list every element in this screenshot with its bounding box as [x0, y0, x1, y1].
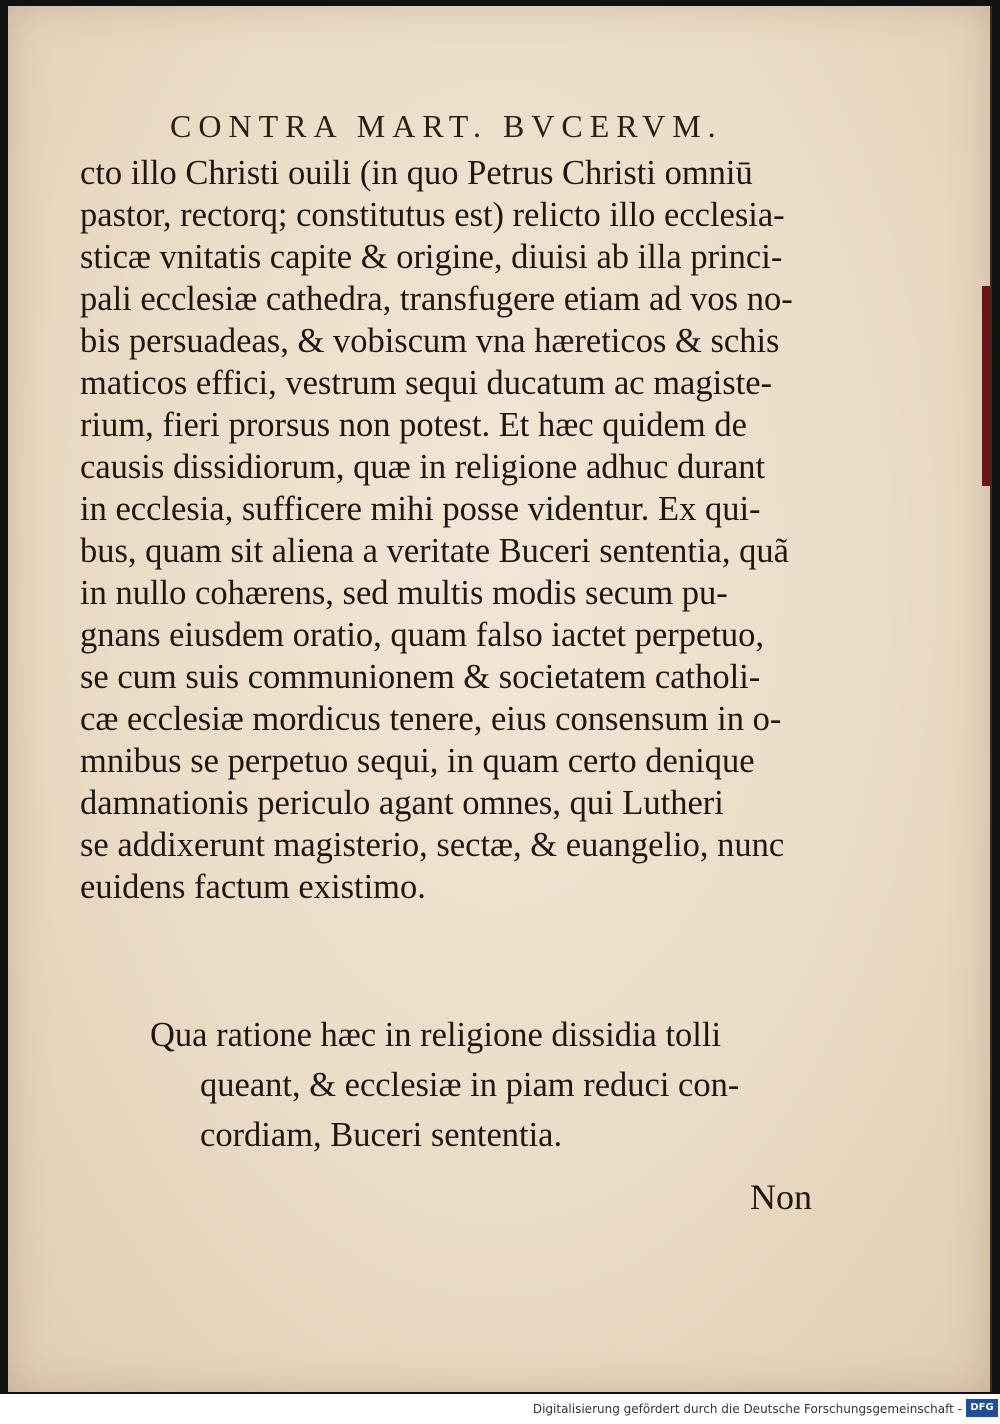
text-line: in ecclesia, sufficere mihi posse videntur. Ex qui-: [80, 490, 761, 528]
page-edge: [982, 286, 990, 486]
dfg-logo: DFG: [966, 1399, 998, 1417]
text-line: euidens factum existimo.: [80, 868, 426, 906]
text-line: se addixerunt magisterio, sectæ, & euangelio, nunc: [80, 826, 785, 864]
heading-line: cordiam, Buceri sententia.: [200, 1116, 563, 1154]
text-line: cto illo Christi ouili (in quo Petrus Christi omniū: [80, 154, 753, 192]
text-line: pali ecclesiæ cathedra, transfugere etiam ad vos no-: [80, 280, 793, 318]
text-line: bis persuadeas, & vobiscum vna hæreticos & schis: [80, 322, 780, 360]
running-head: CONTRA MART. BVCERVM.: [170, 108, 723, 144]
text-line: cæ ecclesiæ mordicus tenere, eius consensum in o-: [80, 700, 782, 738]
body-text: [80, 152, 840, 908]
footer-credit: Digitalisierung gefördert durch die Deutsche Forschungsgemeinschaft -: [532, 1402, 962, 1416]
text-line: maticos effici, vestrum sequi ducatum ac magiste-: [80, 364, 773, 402]
text-line: mnibus se perpetuo sequi, in quam certo denique: [80, 742, 755, 780]
text-line: se cum suis communionem & societatem catholi-: [80, 658, 761, 696]
text-line: bus, quam sit aliena a veritate Buceri sententia, quã: [80, 532, 789, 570]
heading-line: Qua ratione hæc in religione dissidia tolli: [150, 1016, 722, 1054]
text-line: causis dissidiorum, quæ in religione adhuc durant: [80, 448, 766, 486]
text-line: gnans eiusdem oratio, quam falso iactet perpetuo,: [80, 616, 765, 654]
section-heading: [150, 1010, 850, 1160]
heading-line: queant, & ecclesiæ in piam reduci con-: [200, 1066, 740, 1104]
text-line: in nullo cohærens, sed multis modis secum pu-: [80, 574, 728, 612]
text-line: rium, fieri prorsus non potest. Et hæc quidem de: [80, 406, 747, 444]
text-line: sticæ vnitatis capite & origine, diuisi ab illa princi-: [80, 238, 783, 276]
text-line: pastor, rectorq; constitutus est) relicto illo ecclesia-: [80, 196, 785, 234]
catchword: Non: [750, 1177, 812, 1217]
text-line: damnationis periculo agant omnes, qui Lutheri: [80, 784, 724, 822]
